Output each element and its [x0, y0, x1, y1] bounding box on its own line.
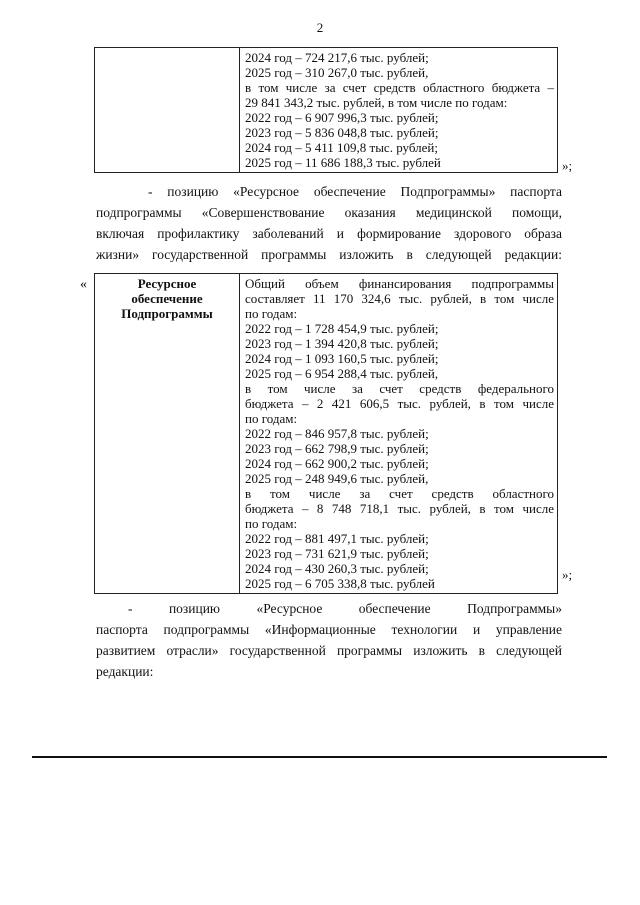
- table-line: в том числе за счет средств федерального: [245, 381, 554, 396]
- title-line: обеспечение: [131, 291, 203, 306]
- table-line: 2025 год – 310 267,0 тыс. рублей,: [245, 65, 429, 80]
- closing-quote-1: »;: [562, 158, 573, 173]
- table-line: бюджета – 8 748 718,1 тыс. рублей, в том числе: [245, 501, 554, 516]
- paragraph-line: редакции:: [96, 664, 154, 679]
- title-line: Подпрограммы: [121, 306, 213, 321]
- table-line: 2024 год – 5 411 109,8 тыс. рублей;: [245, 140, 438, 155]
- table-line: составляет 11 170 324,6 тыс. рублей, в том числе: [245, 291, 554, 306]
- opening-quote-2: «: [80, 277, 87, 292]
- table-line: в том числе за счет средств областного бюджета –: [245, 80, 554, 95]
- table-cell-left: [95, 48, 240, 173]
- table-line: Общий объем финансирования подпрограммы: [245, 276, 554, 291]
- paragraph-1: [96, 181, 562, 265]
- table-line: 2024 год – 662 900,2 тыс. рублей;: [245, 456, 429, 471]
- table-line: 2024 год – 430 260,3 тыс. рублей;: [245, 561, 429, 576]
- table-line: 2024 год – 1 093 160,5 тыс. рублей;: [245, 351, 439, 366]
- table-line: 2023 год – 731 621,9 тыс. рублей;: [245, 546, 429, 561]
- table-line: в том числе за счет средств областного: [245, 486, 554, 501]
- page-number: 2: [316, 20, 324, 35]
- table-line: 2024 год – 724 217,6 тыс. рублей;: [245, 50, 429, 65]
- paragraph-line: развитием отрасли» государственной программы изложить в следующей: [96, 643, 562, 658]
- table-line: по годам:: [245, 516, 298, 531]
- table-line: 2023 год – 662 798,9 тыс. рублей;: [245, 441, 429, 456]
- paragraph-line: - позицию «Ресурсное обеспечение Подпрограммы» паспорта: [148, 184, 562, 199]
- paragraph-2: [96, 598, 562, 682]
- paragraph-line: паспорта подпрограммы «Информационные технологии и управление: [96, 622, 562, 637]
- resource-table: [94, 273, 558, 594]
- table-line: 29 841 343,2 тыс. рублей, в том числе по годам:: [245, 95, 508, 110]
- table-line: 2022 год – 846 957,8 тыс. рублей;: [245, 426, 429, 441]
- table-cell-right: [240, 274, 558, 594]
- table-line: по годам:: [245, 306, 298, 321]
- table-line: 2023 год – 5 836 048,8 тыс. рублей;: [245, 125, 439, 140]
- paragraph-line: - позицию «Ресурсное обеспечение Подпрограммы»: [128, 601, 562, 616]
- table-line: бюджета – 2 421 606,5 тыс. рублей, в том числе: [245, 396, 554, 411]
- table-cell-title: [95, 274, 240, 594]
- table-cell-right: [240, 48, 558, 173]
- closing-quote-2: »;: [562, 567, 573, 582]
- paragraph-line: подпрограммы «Совершенствование оказания медицинской помощи,: [96, 205, 562, 220]
- paragraph-line: жизни» государственной программы изложить в следующей редакции:: [96, 247, 562, 262]
- table-line: 2022 год – 1 728 454,9 тыс. рублей;: [245, 321, 439, 336]
- table-line: 2025 год – 6 705 338,8 тыс. рублей: [245, 576, 435, 591]
- table-line: 2025 год – 11 686 188,3 тыс. рублей: [245, 155, 441, 170]
- table-line: 2022 год – 6 907 996,3 тыс. рублей;: [245, 110, 439, 125]
- table-line: 2023 год – 1 394 420,8 тыс. рублей;: [245, 336, 439, 351]
- bottom-rule: [32, 756, 607, 758]
- resource-table-continuation: [94, 47, 558, 173]
- table-line: по годам:: [245, 411, 298, 426]
- table-line: 2025 год – 248 949,6 тыс. рублей,: [245, 471, 429, 486]
- table-line: 2025 год – 6 954 288,4 тыс. рублей,: [245, 366, 439, 381]
- table-line: 2022 год – 881 497,1 тыс. рублей;: [245, 531, 429, 546]
- paragraph-line: включая профилактику заболеваний и формирование здорового образа: [96, 226, 562, 241]
- title-line: Ресурсное: [137, 276, 197, 291]
